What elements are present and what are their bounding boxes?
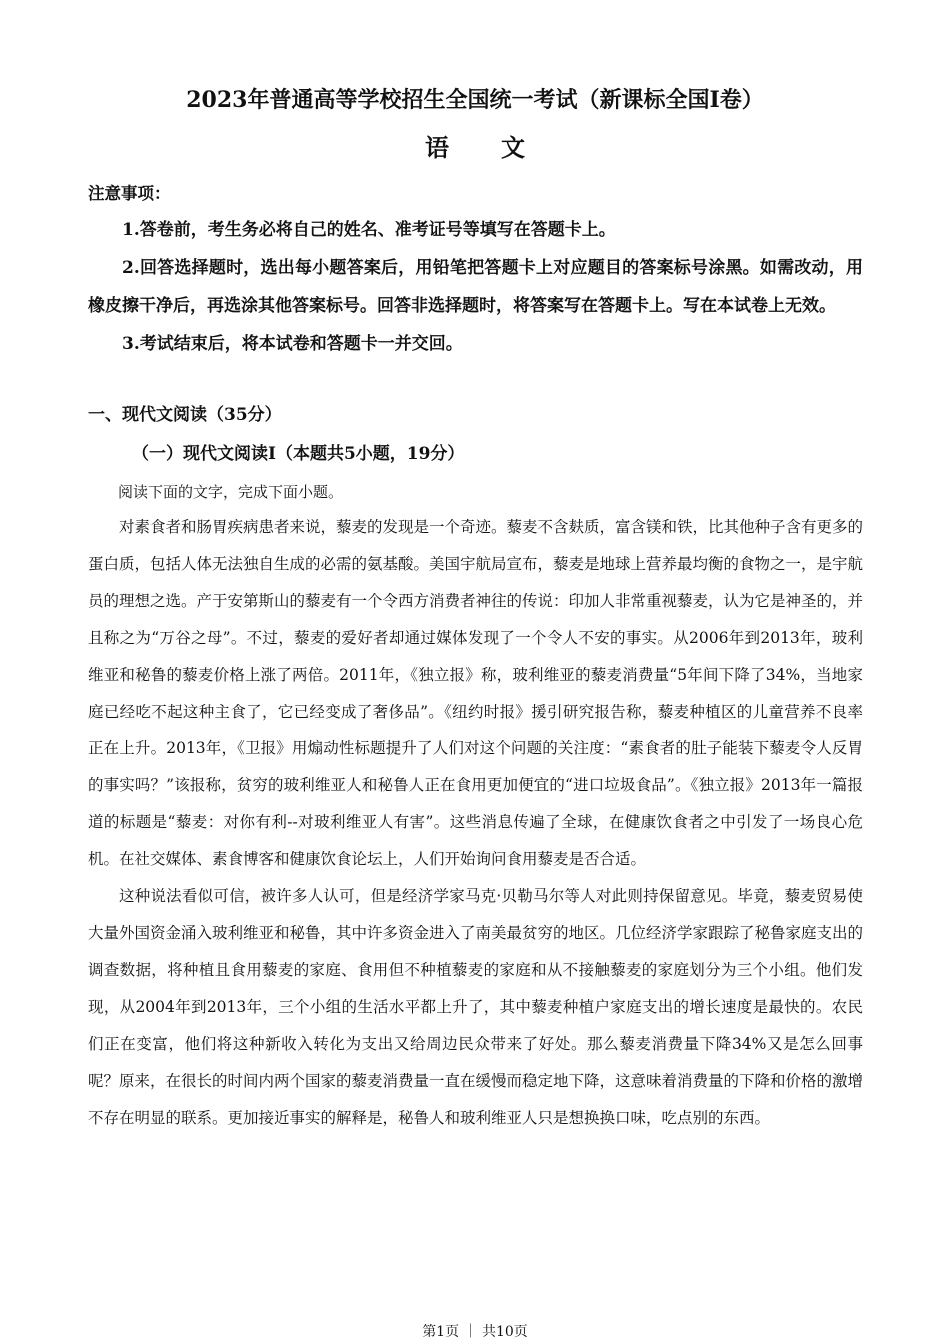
subsection-title: （一）现代文阅读Ⅰ（本题共5小题，19分） — [132, 444, 465, 464]
reading-passage — [88, 509, 863, 1136]
notes-list — [88, 211, 863, 363]
page-number: 第1页 ｜ 共10页 — [422, 1324, 528, 1340]
note-item: 3.考试结束后，将本试卷和答题卡一并交回。 — [122, 334, 463, 354]
exam-title: 2023年普通高等学校招生全国统一考试（新课标全国Ⅰ卷） — [186, 87, 764, 113]
note-item: 2.回答选择题时，选出每小题答案后，用铅笔把答题卡上对应题目的答案标号涂黑。如需改动，用橡皮擦干净后，再选涂其他答案标号。回答非选择题时，将答案写在答题卡上。写在本试卷上无效。 — [88, 258, 863, 316]
notes-heading: 注意事项： — [88, 184, 171, 203]
section-title: 一、现代文阅读（35分） — [88, 405, 282, 425]
reading-instruction: 阅读下面的文字，完成下面小题。 — [118, 483, 344, 501]
passage-paragraph: 对素食者和肠胃疾病患者来说，藜麦的发现是一个奇迹。藜麦不含麸质，富含镁和铁，比其他种子含有更多的蛋白质，包括人体无法独自生成的必需的氨基酸。美国宇航局宣布，藜麦是地球上营养最均衡的食物之一，是宇航员的理想之选。产于安第斯山的藜麦有一个令西方消费者神往的传说：印加人非常重视藜麦，认为它是神圣的，并且称之为“万谷之母”。不过，藜麦的爱好者却通过媒体发现了一个令人不安的事实。从2006年到2013年，玻利维亚和秘鲁的藜麦价格上涨了两倍。2011年，《独立报》称，玻利维亚的藜麦消费量“5年间下降了34%，当地家庭已经吃不起这种主食了，它已经变成了奢侈品”。《纽约时报》援引研究报告称，藜麦种植区的儿童营养不良率正在上升。2013年，《卫报》用煽动性标题提升了人们对这个问题的关注度：“素食者的肚子能装下藜麦令人反胃的事实吗？”该报称，贫穷的玻利维亚人和秘鲁人正在食用更加便宜的“进口垃圾食品”。《独立报》2013年一篇报道的标题是“藜麦：对你有利--对玻利维亚人有害”。这些消息传遍了全球，在健康饮食者之中引发了一场良心危机。在社交媒体、素食博客和健康饮食论坛上，人们开始询问食用藜麦是否合适。 — [88, 518, 864, 869]
passage-paragraph: 这种说法看似可信，被许多人认可，但是经济学家马克·贝勒马尔等人对此则持保留意见。毕竟，藜麦贸易使大量外国资金涌入玻利维亚和秘鲁，其中许多资金进入了南美最贫穷的地区。几位经济学家跟踪了秘鲁家庭支出的调查数据，将种植且食用藜麦的家庭、食用但不种植藜麦的家庭和从不接触藜麦的家庭划分为三个小组。他们发现，从2004年到2013年，三个小组的生活水平都上升了，其中藜麦种植户家庭支出的增长速度是最快的。农民们正在变富，他们将这种新收入转化为支出又给周边民众带来了好处。那么藜麦消费量下降34%又是怎么回事呢？原来，在很长的时间内两个国家的藜麦消费量一直在缓慢而稳定地下降，这意味着消费量的下降和价格的激增不存在明显的联系。更加接近事实的解释是，秘鲁人和玻利维亚人只是想换换口味，吃点别的东西。 — [88, 887, 864, 1127]
subject-title: 语文 — [425, 133, 577, 162]
note-item: 1.答卷前，考生务必将自己的姓名、准考证号等填写在答题卡上。 — [122, 220, 616, 240]
